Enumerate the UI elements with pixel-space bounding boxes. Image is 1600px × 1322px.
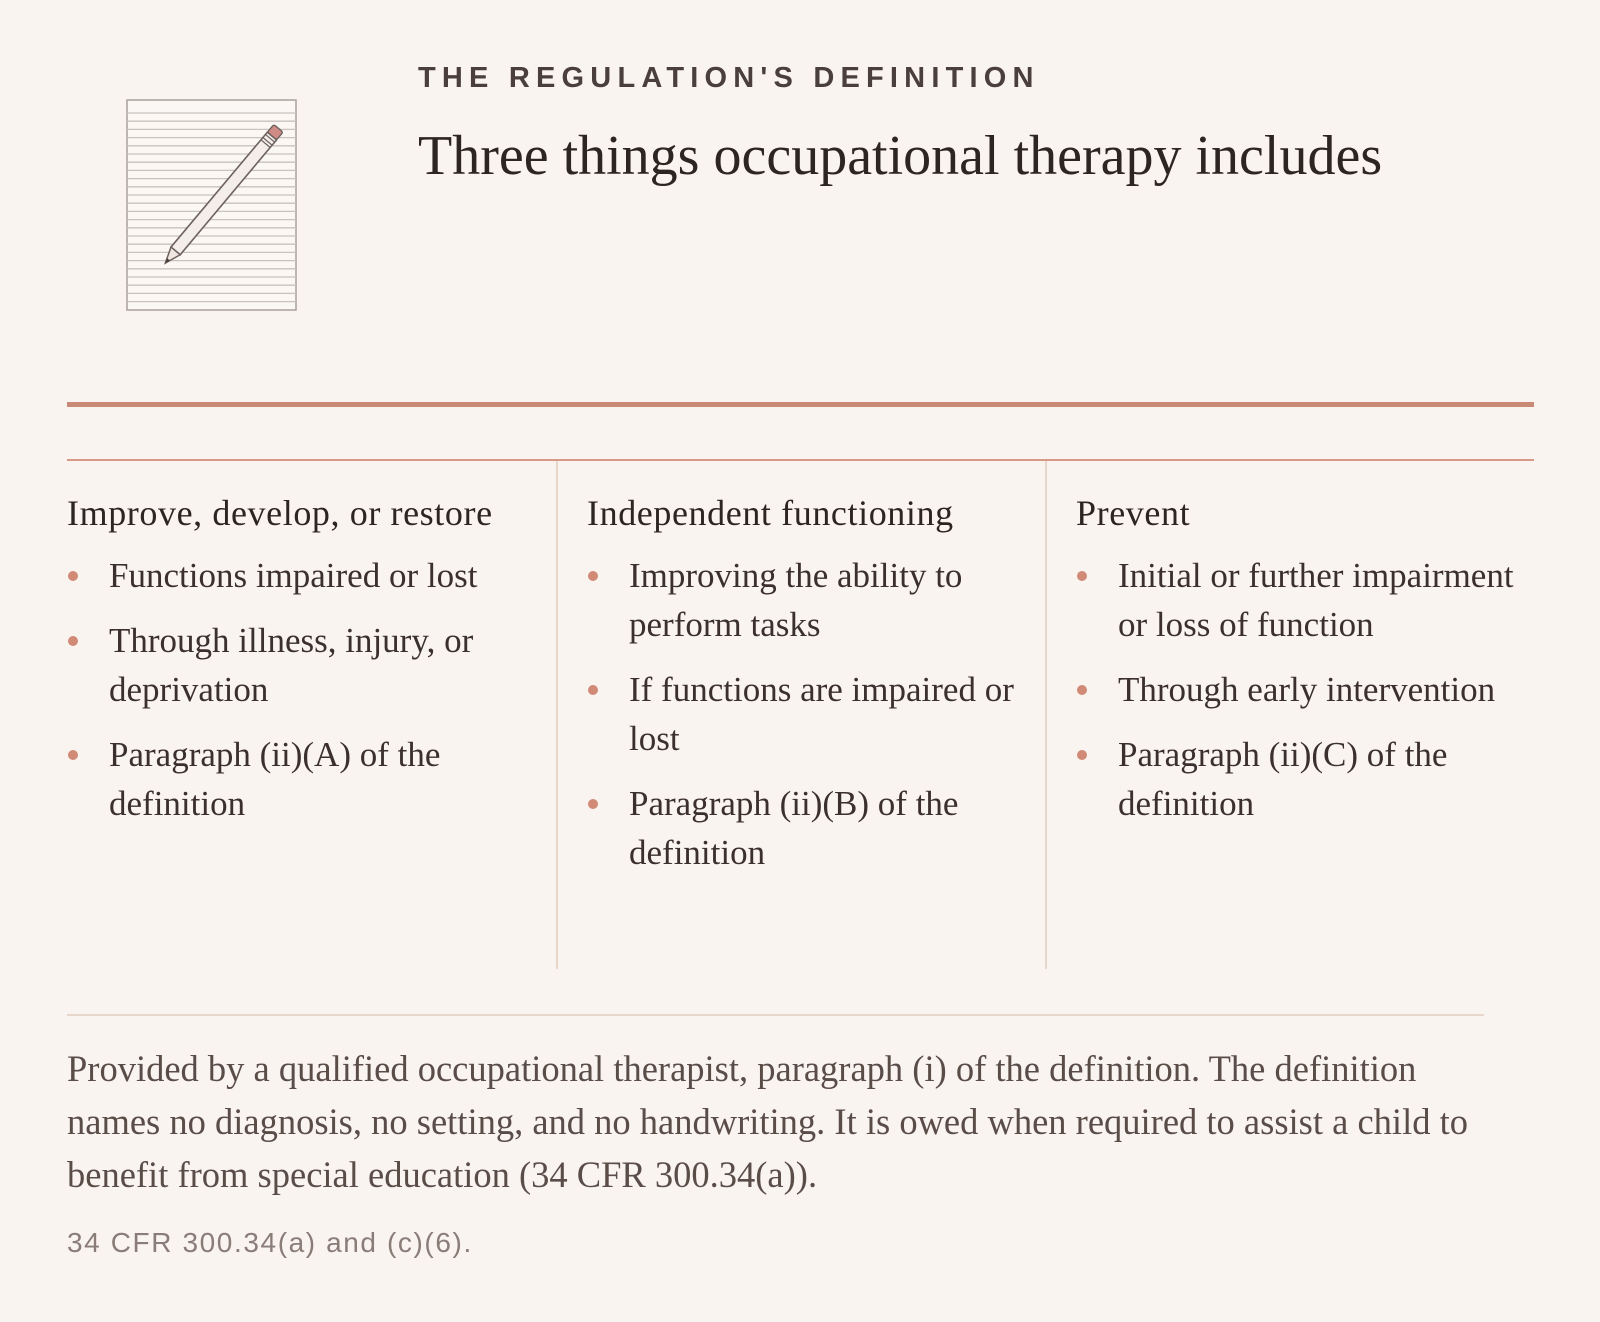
bullet-icon — [1077, 750, 1087, 760]
column-independent — [556, 461, 1045, 969]
list-item-text: Paragraph (ii)(A) of the definition — [109, 735, 441, 823]
bullet-icon — [1077, 571, 1087, 581]
bullet-icon — [588, 571, 598, 581]
list-item — [67, 551, 534, 600]
page-title: Three things occupational therapy includes — [418, 125, 1383, 187]
list-item-text: Paragraph (ii)(C) of the definition — [1118, 735, 1448, 823]
column-improve — [67, 461, 556, 969]
list-item-text: Through illness, injury, or deprivation — [109, 621, 474, 709]
bullet-icon — [1077, 685, 1087, 695]
footer-note: Provided by a qualified occupational therapist, paragraph (i) of the definition. The definition names no diagnosis, no setting, and no handwriting. It is owed when required to assist a child to benefit from special education (34 CFR 300.34(a)). — [67, 1048, 1468, 1195]
bullet-icon — [588, 685, 598, 695]
list-item — [1076, 665, 1524, 714]
list-item — [1076, 551, 1524, 649]
list-item-text: If functions are impaired or lost — [629, 670, 1014, 758]
list-item — [587, 665, 1035, 763]
eyebrow-label: THE REGULATION'S DEFINITION — [418, 62, 1040, 94]
source-citation: 34 CFR 300.34(a) and (c)(6). — [67, 1227, 473, 1258]
list-item — [67, 616, 534, 714]
list-item-text: Functions impaired or lost — [109, 556, 478, 595]
bullet-list — [587, 551, 1035, 877]
list-item — [587, 779, 1035, 877]
bullet-list — [67, 551, 534, 828]
accent-rule — [67, 402, 1534, 407]
list-item-text: Through early intervention — [1118, 670, 1496, 709]
list-item-text: Paragraph (ii)(B) of the definition — [629, 784, 959, 872]
list-item-text: Improving the ability to perform tasks — [629, 556, 963, 644]
definition-columns — [67, 461, 1534, 969]
bullet-icon — [68, 750, 78, 760]
column-heading: Improve, develop, or restore — [67, 493, 493, 533]
list-item — [1076, 730, 1524, 828]
bullet-icon — [588, 799, 598, 809]
list-item-text: Initial or further impairment or loss of function — [1118, 556, 1514, 644]
notepad-pencil-icon — [126, 99, 297, 311]
column-prevent — [1045, 461, 1534, 969]
footer-rule — [67, 1014, 1484, 1016]
bullet-list — [1076, 551, 1524, 828]
column-heading: Prevent — [1076, 493, 1191, 533]
list-item — [587, 551, 1035, 649]
column-heading: Independent functioning — [587, 493, 954, 533]
bullet-icon — [68, 636, 78, 646]
list-item — [67, 730, 534, 828]
bullet-icon — [68, 571, 78, 581]
